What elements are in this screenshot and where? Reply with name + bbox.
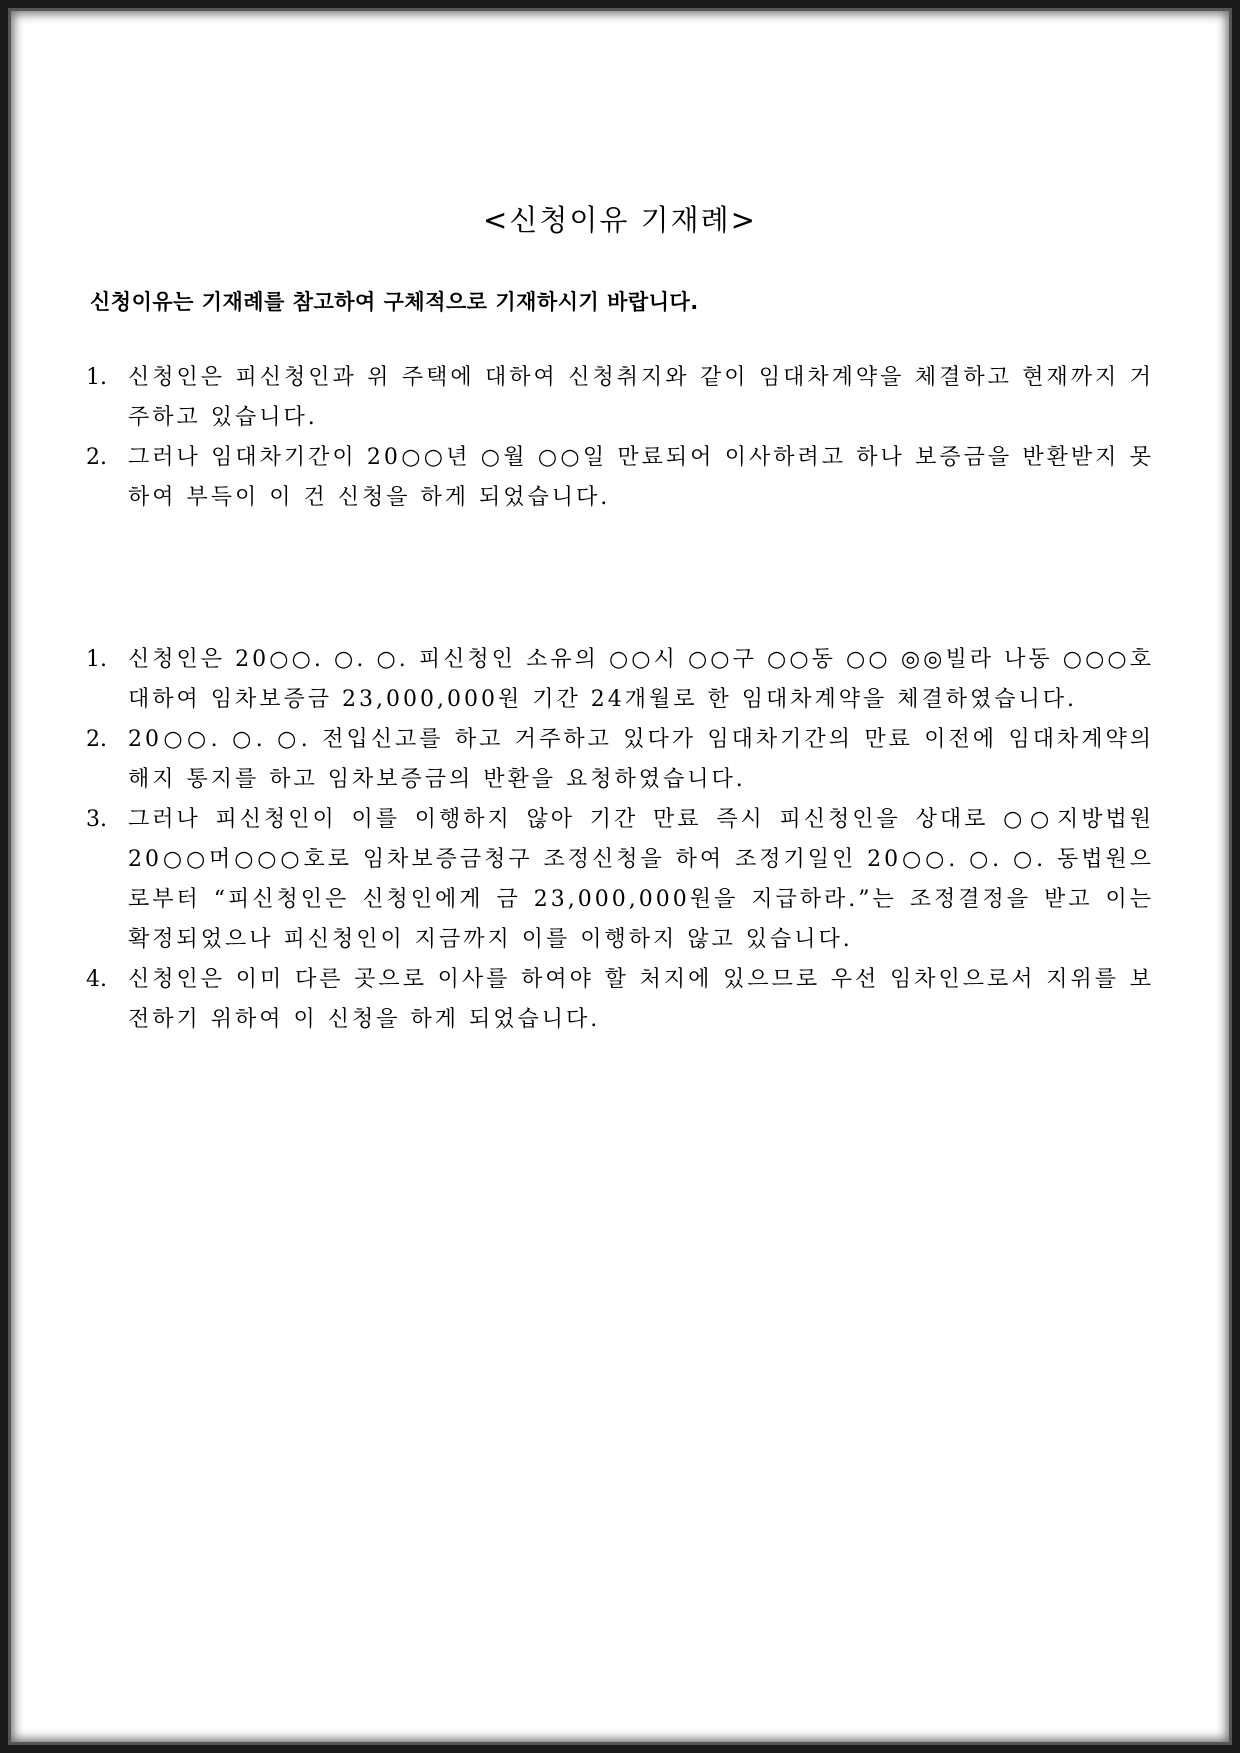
item-text: 그러나 임대차기간이 20○○년 ○월 ○○일 만료되어 이사하려고 하나 보증금을 반환받지 못하여 부득이 이 건 신청을 하게 되었습니다. [128, 445, 1154, 510]
item-text: 그러나 피신청인이 이를 이행하지 않아 기간 만료 즉시 피신청인을 상대로 ○○지방법원 20○○머○○○호로 임차보증금청구 조정신청을 하여 조정기일인 20○○. ○. ○. 동법원으로부터 “피신청인은 신청인에게 금 23,000,000원을 지급하라.”는 조정결정을 받고 이는 확정되었으나 피신청인이 지금까지 이를 이행하지 않고 있습니다. [128, 807, 1154, 952]
item-number: 1. [86, 647, 107, 672]
example-list-short [86, 358, 1154, 518]
item-number: 4. [86, 967, 107, 992]
item-text: 20○○. ○. ○. 전입신고를 하고 거주하고 있다가 임대차기간의 만료 이전에 임대차계약의 해지 통지를 하고 임차보증금의 반환을 요청하였습니다. [128, 727, 1154, 792]
item-text: 신청인은 이미 다른 곳으로 이사를 하여야 할 처지에 있으므로 우선 임차인으로서 지위를 보전하기 위하여 이 신청을 하게 되었습니다. [128, 967, 1154, 1032]
item-number: 2. [86, 445, 107, 470]
item-number: 3. [86, 807, 107, 832]
list-item [86, 720, 1154, 800]
instruction-text: 신청이유는 기재례를 참고하여 구체적으로 기재하시기 바랍니다. [90, 290, 699, 314]
item-number: 2. [86, 727, 107, 752]
list-item [86, 358, 1154, 438]
list-item [86, 640, 1154, 720]
list-item [86, 438, 1154, 518]
item-text: 신청인은 피신청인과 위 주택에 대하여 신청취지와 같이 임대차계약을 체결하고 현재까지 거주하고 있습니다. [128, 365, 1154, 430]
example-list-detailed [86, 640, 1154, 1040]
item-number: 1. [86, 365, 107, 390]
list-item [86, 800, 1154, 960]
list-item [86, 960, 1154, 1040]
document-title: <신청이유 기재례> [483, 203, 757, 237]
item-text: 신청인은 20○○. ○. ○. 피신청인 소유의 ○○시 ○○구 ○○동 ○○ ◎◎빌라 나동 ○○○호 대하여 임차보증금 23,000,000원 기간 24개월로 한 임대차계약을 체결하였습니다. [128, 647, 1154, 712]
